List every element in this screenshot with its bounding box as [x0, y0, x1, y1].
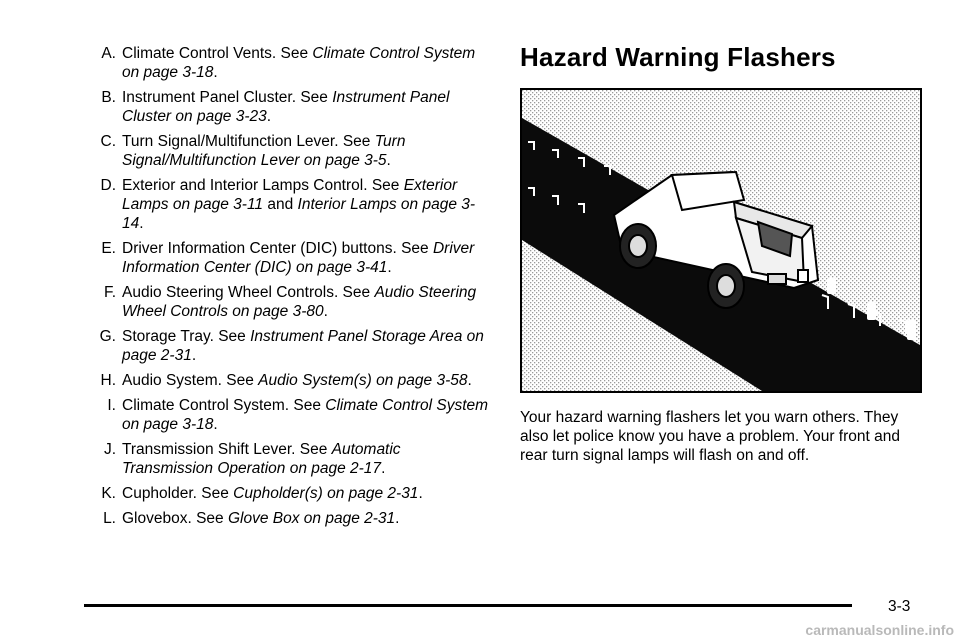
list-item: [54, 371, 494, 390]
page-number: 3-3: [888, 598, 911, 615]
footer-rule: [84, 604, 852, 607]
cross-reference-link[interactable]: Climate Control System on page 3-18: [122, 45, 476, 81]
hazard-warning-illustration: [520, 88, 922, 393]
item-body: [122, 509, 494, 528]
item-letter: H.: [100, 372, 116, 389]
cross-reference-link[interactable]: Driver Information Center (DIC) on page 3-41: [122, 240, 475, 276]
item-body: [122, 132, 494, 170]
item-end: .: [467, 372, 472, 389]
item-text: Audio System. See: [122, 372, 259, 389]
cross-reference-link[interactable]: Automatic Transmission Operation on page 2-17: [122, 441, 401, 477]
item-body: [122, 239, 494, 277]
list-item: [54, 283, 494, 321]
list-item: [54, 88, 494, 126]
item-text: and: [263, 196, 298, 213]
item-text: Transmission Shift Lever. See: [122, 441, 332, 458]
site-watermark: carmanualsonline.info: [805, 622, 954, 638]
list-item: [54, 440, 494, 478]
section-paragraph: Your hazard warning flashers let you warn others. They also let police know you have a problem. Your front and rear turn signal lamps will flash on and off.: [520, 409, 900, 464]
section-heading: Hazard Warning Flashers: [520, 42, 836, 72]
item-letter: A.: [101, 45, 116, 62]
item-body: [122, 283, 494, 321]
item-body: [122, 44, 494, 82]
item-end: .: [139, 215, 144, 232]
cross-reference-link[interactable]: Instrument Panel Storage Area on page 2-31: [122, 328, 484, 364]
item-letter: F.: [103, 284, 116, 301]
item-text: Glovebox. See: [122, 510, 228, 527]
item-end: .: [387, 259, 392, 276]
item-text: Audio Steering Wheel Controls. See: [122, 284, 375, 301]
list-item: [54, 484, 494, 503]
cross-reference-link[interactable]: Instrument Panel Cluster on page 3-23: [122, 89, 450, 125]
list-item: [54, 509, 494, 528]
item-letter: D.: [100, 177, 116, 194]
cross-reference-link[interactable]: Glove Box on page 2-31: [227, 510, 396, 527]
cross-reference-link[interactable]: Exterior Lamps on page 3-11: [122, 177, 458, 213]
item-text: Driver Information Center (DIC) buttons. See: [122, 240, 433, 257]
list-item: [54, 396, 494, 434]
item-letter: L.: [103, 510, 116, 527]
reference-list: [54, 44, 494, 534]
cross-reference-link[interactable]: Turn Signal/Multifunction Lever on page 3-5: [122, 133, 406, 169]
item-end: .: [266, 108, 272, 125]
item-letter: C.: [100, 133, 116, 150]
item-letter: G.: [99, 328, 116, 345]
item-text: Climate Control Vents. See: [122, 45, 313, 62]
item-body: [122, 440, 494, 478]
item-end: .: [395, 510, 400, 527]
item-body: [122, 371, 494, 390]
cross-reference-link[interactable]: Climate Control System on page 3-18: [122, 397, 489, 433]
item-letter: E.: [101, 240, 116, 257]
item-end: .: [191, 347, 197, 364]
item-text: Climate Control System. See: [122, 397, 326, 414]
list-item: [54, 132, 494, 170]
list-item: [54, 44, 494, 82]
item-body: [122, 396, 494, 434]
list-item: [54, 327, 494, 365]
item-end: .: [213, 64, 218, 81]
item-end: .: [418, 485, 423, 502]
item-text: Storage Tray. See: [122, 328, 251, 345]
item-text: Cupholder. See: [122, 485, 234, 502]
item-text: Turn Signal/Multifunction Lever. See: [122, 133, 375, 150]
cross-reference-link[interactable]: Audio Steering Wheel Controls on page 3-80: [122, 284, 477, 320]
item-text: Exterior and Interior Lamps Control. See: [122, 177, 404, 194]
item-text: Instrument Panel Cluster. See: [122, 89, 333, 106]
item-body: [122, 327, 494, 365]
item-end: .: [323, 303, 328, 320]
cross-reference-link[interactable]: Audio System(s) on page 3-58: [258, 372, 468, 389]
item-end: .: [386, 152, 391, 169]
item-letter: B.: [101, 89, 116, 106]
item-end: .: [381, 460, 386, 477]
item-body: [122, 176, 494, 233]
cross-reference-link[interactable]: Interior Lamps on page 3-14: [122, 196, 476, 232]
item-letter: J.: [103, 441, 116, 458]
item-end: .: [213, 416, 218, 433]
item-body: [122, 484, 494, 503]
item-letter: K.: [101, 485, 116, 502]
list-item: [54, 239, 494, 277]
list-item: [54, 176, 494, 233]
item-letter: I.: [107, 397, 116, 414]
cross-reference-link[interactable]: Cupholder(s) on page 2-31: [233, 485, 419, 502]
item-body: [122, 88, 494, 126]
